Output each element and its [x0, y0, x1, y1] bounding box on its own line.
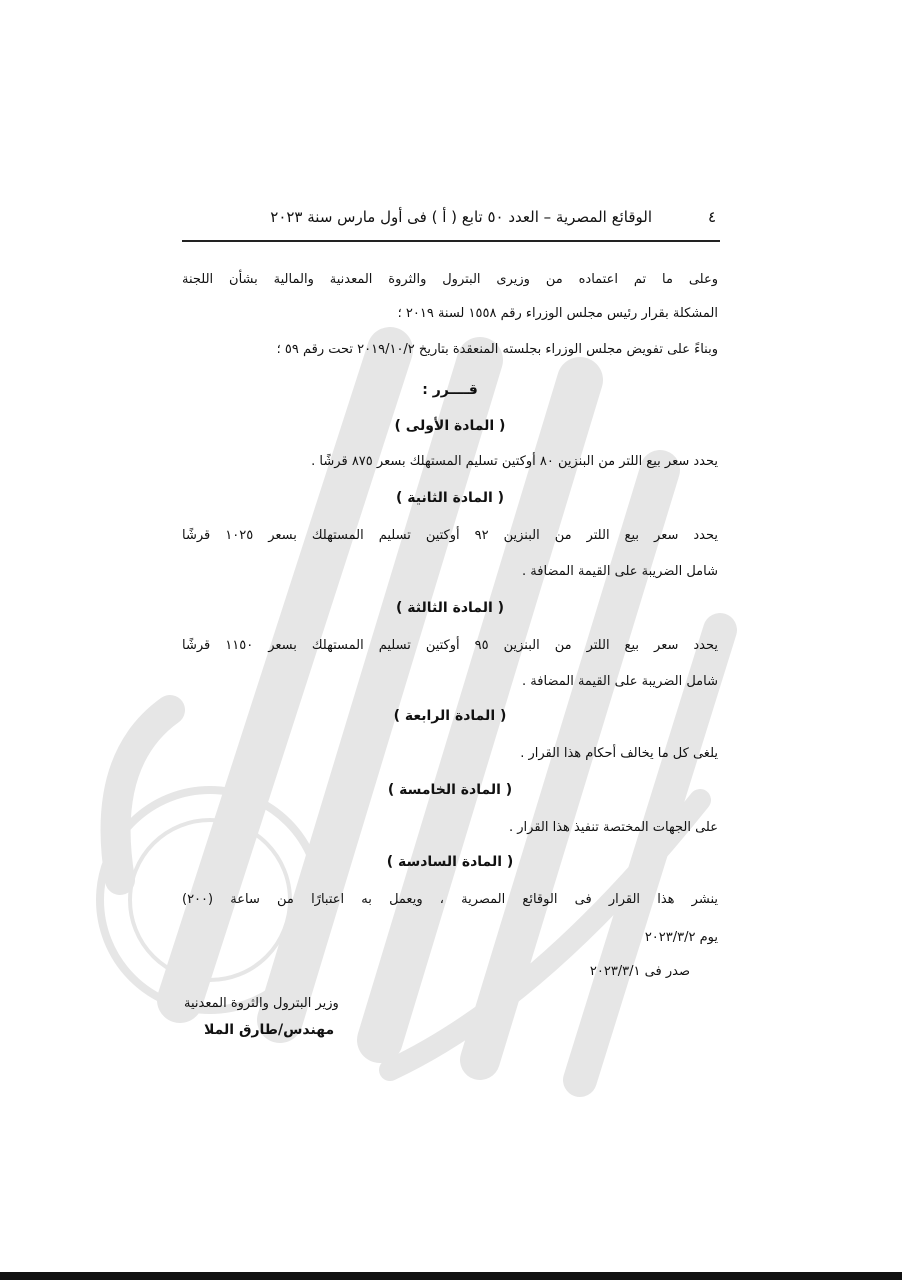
- article-heading: ( المادة السادسة ): [386, 854, 514, 870]
- article-heading: ( المادة الخامسة ): [387, 782, 513, 798]
- page-header: [182, 203, 718, 231]
- article-text: يحدد سعر بيع اللتر من البنزين ٩٢ أوكتين تسليم المستهلك بسعر ١٠٢٥ قرشًا: [182, 528, 718, 543]
- article-text: شامل الضريبة على القيمة المضافة .: [522, 564, 718, 579]
- article-heading: ( المادة الثالثة ): [395, 600, 505, 616]
- header-rule: [182, 240, 720, 242]
- article-text: يحدد سعر بيع اللتر من البنزين ٩٥ أوكتين تسليم المستهلك بسعر ١١٥٠ قرشًا: [182, 638, 718, 653]
- preamble-line: وعلى ما تم اعتماده من وزيرى البترول والثروة المعدنية والمالية بشأن اللجنة: [182, 272, 718, 287]
- signature-name: مهندس/طارق الملا: [204, 1022, 335, 1038]
- issue-date: صدر فى ٢٠٢٣/٣/١: [589, 964, 690, 979]
- scan-bottom-edge: [0, 1272, 902, 1280]
- article-text: ينشر هذا القرار فى الوقائع المصرية ، ويعمل به اعتبارًا من ساعة (٢٠٠): [182, 892, 718, 907]
- preamble-line: المشكلة بقرار رئيس مجلس الوزراء رقم ١٥٥٨ لسنة ٢٠١٩ ؛: [397, 306, 718, 321]
- article-text: شامل الضريبة على القيمة المضافة .: [522, 674, 718, 689]
- article-heading: ( المادة الأولى ): [394, 418, 506, 434]
- article-heading: ( المادة الثانية ): [395, 490, 505, 506]
- article-heading: ( المادة الرابعة ): [393, 708, 507, 724]
- preamble-line: وبناءً على تفويض مجلس الوزراء بجلسته المنعقدة بتاريخ ٢٠١٩/١٠/٢ تحت رقم ٥٩ ؛: [276, 342, 718, 357]
- article-text: يوم ٢٠٢٣/٣/٢: [644, 930, 718, 945]
- article-text: على الجهات المختصة تنفيذ هذا القرار .: [509, 820, 718, 835]
- signature-title: وزير البترول والثروة المعدنية: [184, 996, 339, 1011]
- decided-heading: قــــرر :: [422, 382, 478, 398]
- article-text: يحدد سعر بيع اللتر من البنزين ٨٠ أوكتين تسليم المستهلك بسعر ٨٧٥ قرشًا .: [311, 454, 718, 469]
- page-number: ٤: [707, 208, 716, 226]
- header-title: الوقائع المصرية – العدد ٥٠ تابع ( أ ) فى أول مارس سنة ٢٠٢٣: [270, 208, 652, 226]
- article-text: يلغى كل ما يخالف أحكام هذا القرار .: [520, 746, 718, 761]
